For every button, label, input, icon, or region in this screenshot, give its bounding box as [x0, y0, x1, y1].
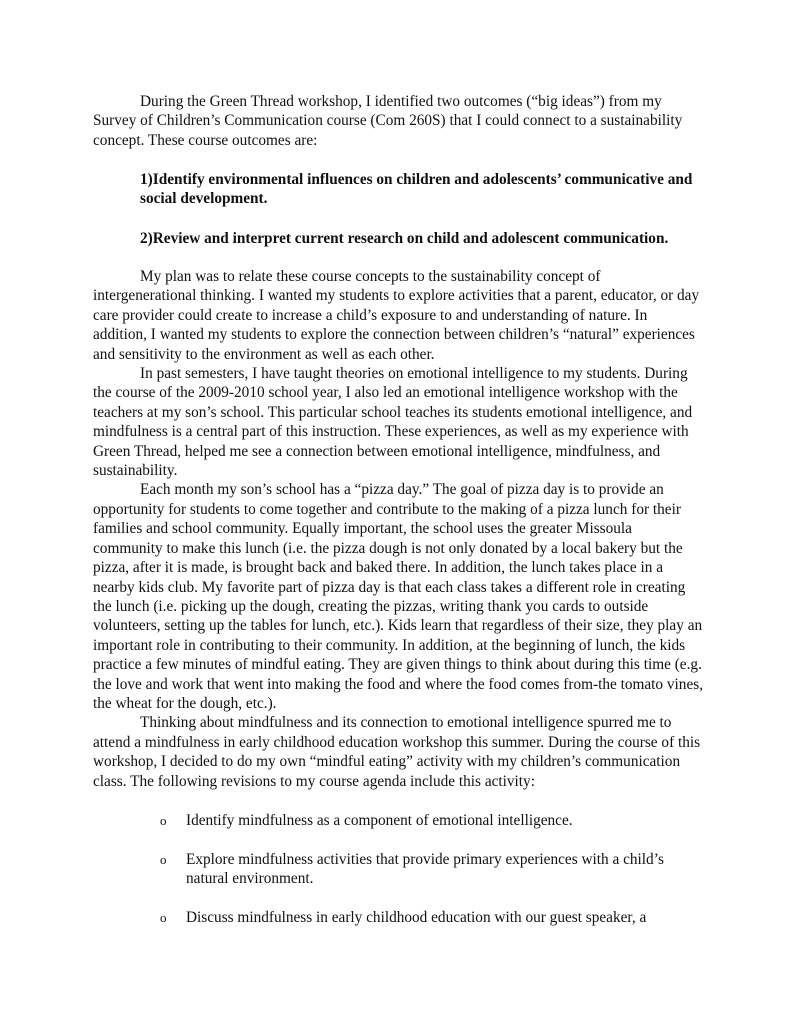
intro-paragraph: During the Green Thread workshop, I identified two outcomes (“big ideas”) from my Survey of Children’s Communication course (Com 260S) that I could connect to a sustainability concept. These course outcomes are: [93, 93, 683, 149]
bullet-marker: o [160, 852, 167, 867]
bullet-marker: o [160, 910, 167, 925]
paragraph-intergenerational: My plan was to relate these course concepts to the sustainability concept of intergenerational thinking. I wanted my students to explore activities that a parent, educator, or day care provider could create to increase a child’s exposure to and understanding of nature. In addition, I wanted my students to explore the connection between children’s “natural” experiences and sensitivity to the environment as well as each other. [93, 268, 700, 363]
paragraph-mindfulness: Thinking about mindfulness and its connection to emotional intelligence spurred me to attend a mindfulness in early childhood education workshop this summer. During the course of this workshop, I decided to do my own “mindful eating” activity with my children’s communication class. The following revisions to my course agenda include this activity: [93, 714, 701, 790]
list-item-text: Discuss mindfulness in early childhood education with our guest speaker, a [186, 909, 647, 926]
outcome-2: 2)Review and interpret current research on child and adolescent communication. [140, 230, 669, 247]
list-item [160, 908, 705, 927]
list-item [160, 811, 705, 830]
list-item [160, 850, 705, 889]
body-text [93, 267, 705, 791]
bullet-marker: o [160, 813, 167, 828]
paragraph-pizza-day: Each month my son’s school has a “pizza day.” The goal of pizza day is to provide an opportunity for students to come together and contribute to the making of a pizza lunch for their families and school community. Equally important, the school uses the greater Missoula community to make this lunch (i.e. the pizza dough is not only donated by a local bakery but the pizza, after it is made, is brought back and baked there. In addition, the lunch takes place in a nearby kids club. My favorite part of pizza day is that each class takes a different role in creating the lunch (i.e. picking up the dough, creating the pizzas, writing thank you cards to outside volunteers, setting up the tables for lunch, etc.). Kids learn that regardless of their size, they play an important role in contributing to their community. In addition, at the beginning of lunch, the kids practice a few minutes of mindful eating. They are given things to think about during this time (e.g. the love and work that went into making the food and where the food comes from-the tomato vines, the wheat for the dough, etc.). [93, 481, 704, 712]
list-item-text: Explore mindfulness activities that provide primary experiences with a child’s natural environment. [186, 851, 664, 888]
list-item-text: Identify mindfulness as a component of emotional intelligence. [186, 812, 573, 829]
outcome-1: 1)Identify environmental influences on children and adolescents’ communicative and social development. [140, 171, 693, 208]
paragraph-emotional-intelligence: In past semesters, I have taught theories on emotional intelligence to my students. During the course of the 2009-2010 school year, I also led an emotional intelligence workshop with the teachers at my son’s school. This particular school teaches its students emotional intelligence, and mindfulness is a central part of this instruction. These experiences, as well as my experience with Green Thread, helped me see a connection between emotional intelligence, mindfulness, and sustainability. [93, 365, 693, 480]
